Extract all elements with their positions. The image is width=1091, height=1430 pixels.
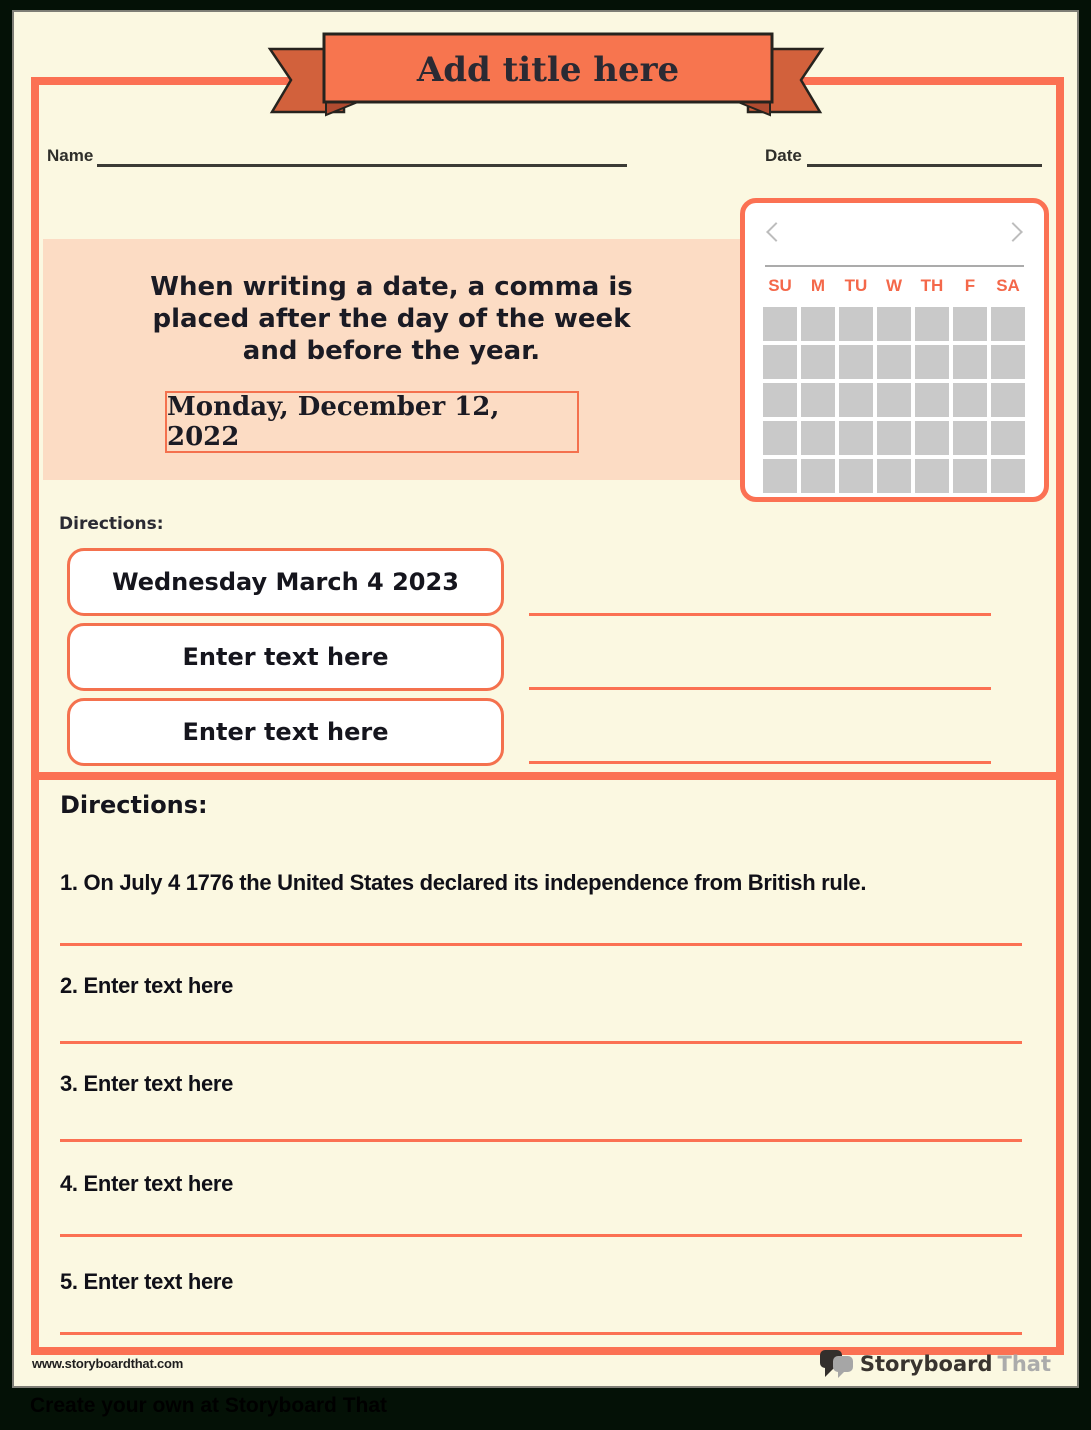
calendar-cell — [991, 421, 1025, 455]
day-header-friday: F — [964, 276, 976, 295]
calendar-cell — [991, 345, 1025, 379]
calendar-cell — [915, 421, 949, 455]
date-input-line[interactable] — [807, 164, 1042, 167]
day-header-tuesday: TU — [844, 276, 868, 295]
calendar-cell — [877, 383, 911, 417]
storyboardthat-logo — [819, 1348, 1051, 1380]
worksheet-page — [12, 10, 1079, 1388]
exercise-entry-box-3[interactable]: Enter text here — [67, 698, 504, 766]
example-date-box — [165, 391, 579, 453]
lesson-instruction-line: and before the year. — [242, 336, 541, 366]
exercise-directions-label: Directions: — [59, 514, 164, 534]
calendar-cell — [953, 345, 987, 379]
exercise-answer-line-2[interactable] — [529, 687, 991, 690]
lesson-box — [43, 239, 740, 480]
calendar-cell — [877, 307, 911, 341]
calendar-cell — [991, 307, 1025, 341]
calendar-cell — [915, 307, 949, 341]
calendar-cell — [763, 307, 797, 341]
calendar-cell — [915, 383, 949, 417]
exercise-entry-box-2[interactable]: Enter text here — [67, 623, 504, 691]
website-url: www.storyboardthat.com — [32, 1356, 184, 1371]
written-directions-label: Directions: — [60, 791, 208, 819]
written-item-2[interactable]: 2. Enter text here — [60, 973, 234, 998]
day-header-saturday: SA — [996, 276, 1020, 295]
calendar-cell — [877, 459, 911, 493]
calendar-widget — [740, 198, 1049, 502]
calendar-cell — [839, 345, 873, 379]
date-label: Date — [765, 146, 802, 165]
logo-text-primary: Storyboard — [859, 1352, 993, 1376]
day-header-thursday: TH — [920, 276, 944, 295]
lesson-instruction-line: placed after the day of the week — [152, 304, 631, 334]
calendar-cell — [763, 345, 797, 379]
calendar-next-icon[interactable] — [1003, 222, 1023, 242]
calendar-cell — [877, 345, 911, 379]
calendar-cell — [839, 383, 873, 417]
calendar-prev-icon[interactable] — [766, 222, 786, 242]
written-answer-line-1[interactable] — [60, 943, 1022, 946]
speech-bubbles-icon — [819, 1348, 855, 1380]
calendar-cell — [953, 307, 987, 341]
written-answer-line-4[interactable] — [60, 1234, 1022, 1237]
calendar-cell — [763, 421, 797, 455]
day-header-monday: M — [810, 276, 826, 295]
calendar-cell — [801, 421, 835, 455]
written-answer-line-2[interactable] — [60, 1041, 1022, 1044]
calendar-cell — [801, 383, 835, 417]
calendar-cell — [801, 459, 835, 493]
written-item-3[interactable]: 3. Enter text here — [60, 1071, 234, 1096]
calendar-cell — [991, 459, 1025, 493]
calendar-cell — [953, 459, 987, 493]
written-item-1[interactable]: 1. On July 4 1776 the United States declared its independence from British rule. — [60, 870, 867, 895]
calendar-cell — [877, 421, 911, 455]
worksheet-title[interactable]: Add title here — [416, 50, 680, 90]
written-answer-line-3[interactable] — [60, 1139, 1022, 1142]
written-item-4[interactable]: 4. Enter text here — [60, 1171, 234, 1196]
calendar-cell — [801, 345, 835, 379]
calendar-cell — [763, 383, 797, 417]
exercise-answer-line-3[interactable] — [529, 761, 991, 764]
logo-text-secondary: That — [997, 1352, 1051, 1376]
calendar-cell — [763, 459, 797, 493]
calendar-day-headers — [763, 276, 1025, 296]
calendar-cell — [991, 383, 1025, 417]
written-item-5[interactable]: 5. Enter text here — [60, 1269, 234, 1294]
calendar-cell — [915, 459, 949, 493]
calendar-cell — [953, 383, 987, 417]
example-date-text: Monday, December 12, 2022 — [167, 392, 500, 452]
calendar-header-divider — [765, 265, 1024, 267]
exercise-answer-line-1[interactable] — [529, 613, 991, 616]
day-header-sunday: SU — [768, 276, 792, 295]
lesson-instruction — [43, 271, 740, 367]
written-answer-line-5[interactable] — [60, 1332, 1022, 1335]
day-header-wednesday: W — [885, 276, 903, 295]
name-label: Name — [47, 146, 94, 165]
section-divider — [39, 772, 1056, 780]
name-input-line[interactable] — [97, 164, 627, 167]
calendar-cell — [953, 421, 987, 455]
exercise-entry-box-1[interactable]: Wednesday March 4 2023 — [67, 548, 504, 616]
calendar-cell — [915, 345, 949, 379]
calendar-grid — [763, 307, 1025, 493]
calendar-cell — [839, 459, 873, 493]
tagline: Create your own at Storyboard That — [30, 1394, 388, 1417]
lesson-instruction-line: When writing a date, a comma is — [150, 272, 633, 302]
calendar-cell — [839, 421, 873, 455]
calendar-cell — [801, 307, 835, 341]
calendar-cell — [839, 307, 873, 341]
